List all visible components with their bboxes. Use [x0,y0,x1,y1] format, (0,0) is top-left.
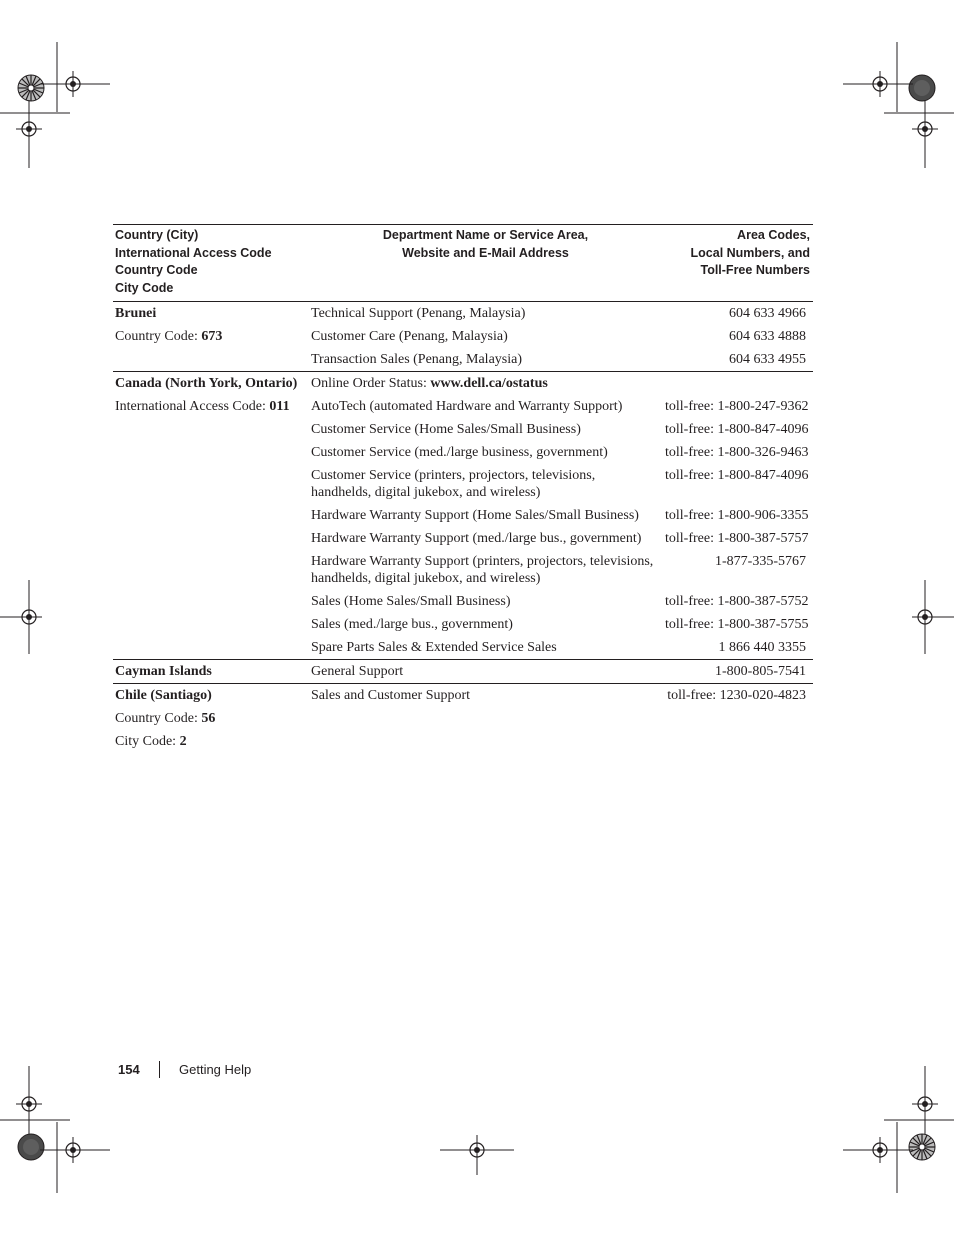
header-line: City Code [115,280,174,295]
city-code-cell [113,730,309,753]
table-row [113,550,813,590]
service-name: General Support [309,660,663,684]
service-name: Sales (med./large bus., government) [311,617,513,632]
country-name: Chile (Santiago) [113,684,309,708]
empty-cell [113,527,309,550]
header-line: Department Name or Service Area, [382,228,589,242]
phone-number: 1-877-335-5767 [715,554,806,569]
country-code-label: Country Code: [115,329,202,344]
header-line: Local Numbers, and [690,245,810,260]
table-row [113,684,813,708]
table-row [113,372,813,396]
table-header-row [113,225,813,302]
header-line: International Access Code [115,245,272,260]
phone-number: toll-free: 1-800-847-4096 [665,422,809,437]
header-numbers [663,225,813,302]
service-name: Hardware Warranty Support (Home Sales/Small Business) [311,508,639,523]
table-row [113,613,813,636]
city-code-value: 2 [179,734,187,749]
service-name: Customer Care (Penang, Malaysia) [311,329,508,344]
table-row [113,348,813,372]
city-code-label: City Code: [115,734,180,749]
country-code-cell [113,325,309,348]
table-row [113,527,813,550]
table-row [113,636,813,660]
service-name: Hardware Warranty Support (printers, projectors, televisions, handhelds, digital jukebox, and wireless) [311,554,654,586]
phone-number: toll-free: 1230-020-4823 [663,684,813,708]
service-name: Technical Support (Penang, Malaysia) [311,306,526,321]
section-title: Getting Help [179,1062,252,1077]
access-code-cell [113,395,309,418]
phone-number: 604 633 4955 [729,352,806,367]
empty-cell [113,348,309,372]
table-row [113,660,813,684]
page-number: 154 [118,1062,140,1077]
country-name: Brunei [115,306,157,321]
service-name: AutoTech (automated Hardware and Warranty Support) [311,399,623,414]
empty-cell [309,730,663,753]
country-code-value: 673 [201,329,223,344]
table-row [113,504,813,527]
access-code-label: International Access Code: [115,399,270,414]
empty-cell [113,441,309,464]
empty-cell [113,613,309,636]
table-row [113,441,813,464]
service-name: Customer Service (med./large business, government) [311,445,608,460]
header-line: Toll-Free Numbers [700,263,810,277]
header-department [309,225,663,302]
phone-number: 1 866 440 3355 [718,640,806,655]
country-code-value: 56 [201,711,216,726]
phone-number: 1-800-805-7541 [663,660,813,684]
table-row [113,395,813,418]
empty-cell [663,730,813,753]
header-line: Website and E-Mail Address [402,245,569,260]
phone-number: toll-free: 1-800-247-9362 [665,399,809,414]
table-row [113,730,813,753]
country-name: Cayman Islands [113,660,309,684]
table-row [113,707,813,730]
empty-cell [113,550,309,590]
service-name: Sales and Customer Support [309,684,663,708]
empty-cell [663,707,813,730]
country-code-cell [113,707,309,730]
table-row [113,590,813,613]
service-name: Spare Parts Sales & Extended Service Sales [311,640,557,655]
service-name: Customer Service (Home Sales/Small Business) [311,422,581,437]
phone-number: toll-free: 1-800-387-5757 [665,531,809,546]
empty-cell [113,590,309,613]
table-row [113,325,813,348]
order-status-label: Online Order Status: [311,376,431,391]
header-line: Country Code [115,263,198,277]
contact-table-section [113,224,813,753]
phone-number: 604 633 4966 [729,306,806,321]
empty-cell [113,504,309,527]
phone-number: toll-free: 1-800-326-9463 [665,445,809,460]
phone-number: toll-free: 1-800-847-4096 [665,468,809,483]
empty-cell [663,372,813,396]
header-country [113,225,309,302]
country-name: Canada (North York, Ontario) [113,372,309,396]
empty-cell [113,418,309,441]
access-code-value: 011 [269,399,290,414]
footer-divider [159,1061,160,1078]
header-line: Country (City) [115,228,199,242]
country-code-label: Country Code: [115,711,202,726]
empty-cell [309,707,663,730]
table-row [113,302,813,326]
header-line: Area Codes, [737,228,810,242]
dell-contact-table [113,224,813,753]
phone-number: toll-free: 1-800-387-5755 [665,617,809,632]
service-name: Transaction Sales (Penang, Malaysia) [311,352,522,367]
service-name: Sales (Home Sales/Small Business) [311,594,511,609]
phone-number: toll-free: 1-800-906-3355 [665,508,809,523]
table-row [113,464,813,504]
phone-number: 604 633 4888 [729,329,806,344]
empty-cell [113,464,309,504]
service-name: Hardware Warranty Support (med./large bus., government) [311,531,642,546]
empty-cell [113,636,309,660]
order-status-link[interactable]: www.dell.ca/ostatus [430,376,548,391]
service-name: Customer Service (printers, projectors, televisions, handhelds, digital jukebox, and wireless) [311,468,596,500]
order-status-cell [309,372,663,396]
table-row [113,418,813,441]
phone-number: toll-free: 1-800-387-5752 [665,594,809,609]
